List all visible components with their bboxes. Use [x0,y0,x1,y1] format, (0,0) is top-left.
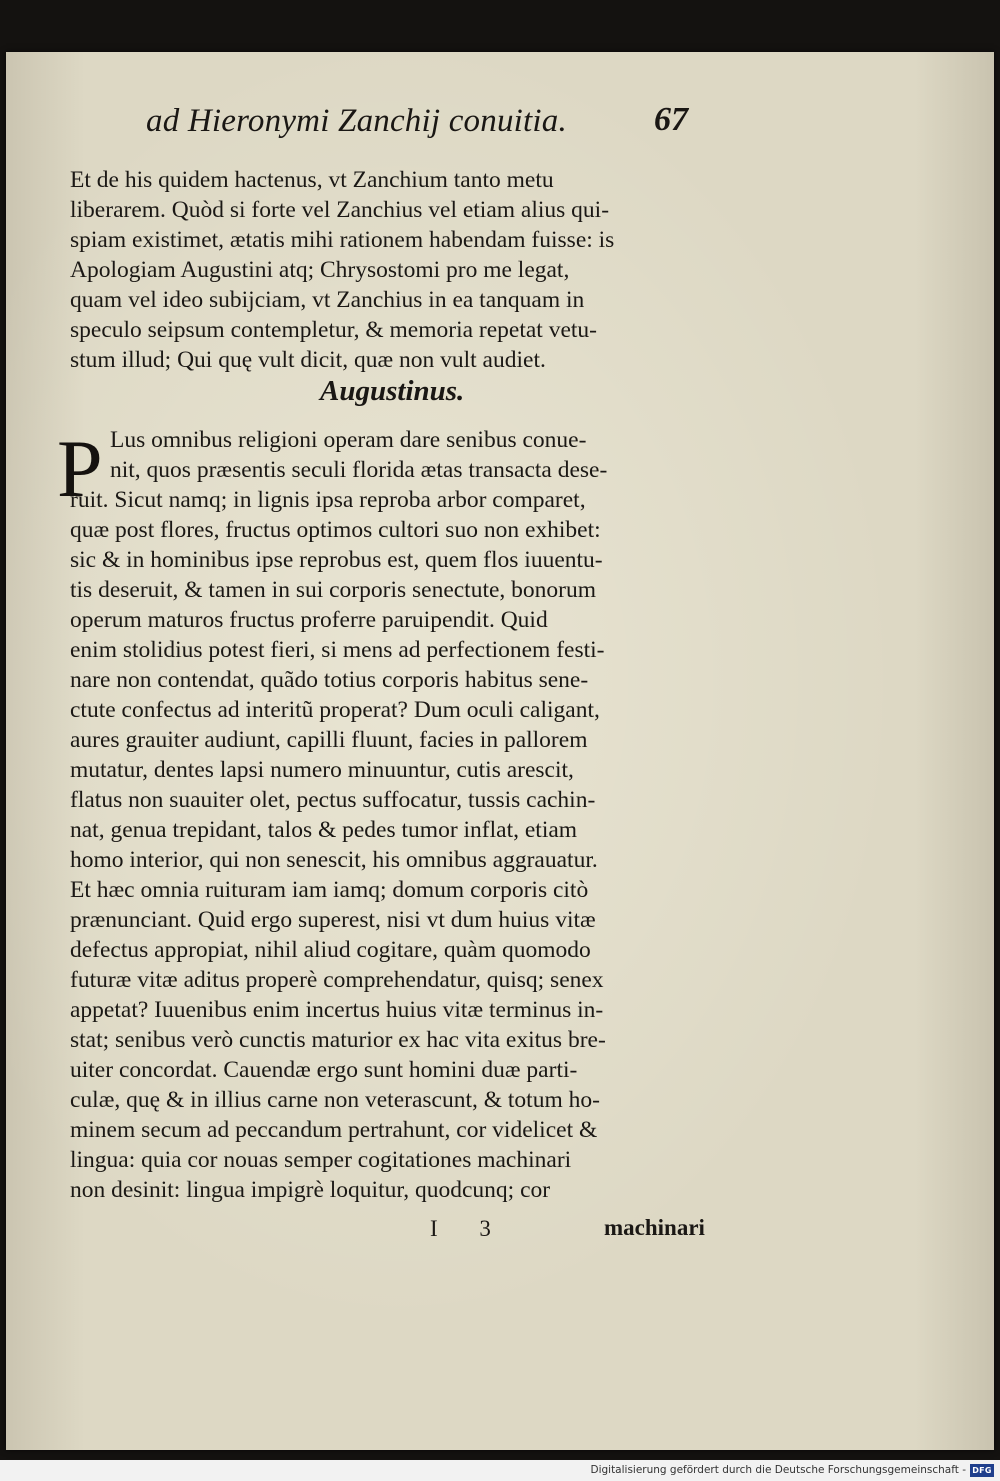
text-line: minem secum ad peccandum pertrahunt, cor videlicet & [70,1117,598,1143]
text-line: nit, quos præsentis seculi florida ætas transacta dese- [110,457,608,483]
catchword: machinari [604,1215,705,1240]
footer-bar [0,1460,1000,1481]
text-line: nat, genua trepidant, talos & pedes tumor inflat, etiam [70,817,578,843]
running-head: ad Hieronymi Zanchij conuitia. [146,103,567,139]
text-line: homo interior, qui non senescit, his omnibus aggrauatur. [70,847,598,873]
page-header [6,103,994,153]
text-line: stat; senibus verò cunctis maturior ex hac vita exitus bre- [70,1027,606,1053]
text-line: flatus non suauiter olet, pectus suffocatur, tussis cachin- [70,787,596,813]
text-line: operum maturos fructus proferre paruipendit. Quid [70,607,548,633]
text-line: enim stolidius potest fieri, si mens ad perfectionem festi- [70,637,605,663]
text-line: prænunciant. Quid ergo superest, nisi vt dum huius vitæ [70,907,596,933]
text-line: futuræ vitæ aditus properè comprehendatur, quisq; senex [70,967,604,993]
text-line: Lus omnibus religioni operam dare senibus conue- [110,427,587,453]
funding-credit: Digitalisierung gefördert durch die Deutsche Forschungsgemeinschaft - [590,1464,966,1476]
text-line: aures grauiter audiunt, capilli fluunt, facies in pallorem [70,727,588,753]
text-line: defectus appropiat, nihil aliud cogitare, quàm quomodo [70,937,591,963]
text-line: spiam existimet, ætatis mihi rationem habendam fuisse: is [70,227,615,253]
text-line: lingua: quia cor nouas semper cogitationes machinari [70,1147,572,1173]
text-line: liberarem. Quòd si forte vel Zanchius vel etiam alius qui- [70,197,610,223]
text-line: nare non contendat, quãdo totius corporis habitus sene- [70,667,589,693]
text-line: culæ, quę & in illius carne non veterascunt, & totum ho- [70,1087,600,1113]
dfg-logo: DFG [970,1464,994,1477]
text-line: speculo seipsum contempletur, & memoria repetat vetu- [70,317,597,343]
text-line: ctute confectus ad interitũ properat? Dum oculi caligant, [70,697,600,723]
text-line: sic & in hominibus ipse reprobus est, quem flos iuuentu- [70,547,603,573]
text-line: ruit. Sicut namq; in lignis ipsa reproba arbor comparet, [70,487,586,513]
section-heading: Augustinus. [320,375,465,407]
text-line: appetat? Iuuenibus enim incertus huius vitæ terminus in- [70,997,604,1023]
text-line: tis deseruit, & tamen in sui corporis senectute, bonorum [70,577,597,603]
text-line: mutatur, dentes lapsi numero minuuntur, cutis arescit, [70,757,574,783]
text-line: stum illud; Qui quę vult dicit, quæ non vult audiet. [70,347,546,373]
text-line: Et hæc omnia ruituram iam iamq; domum corporis citò [70,877,589,903]
signature-mark: I 3 [430,1216,509,1241]
book-page [6,52,994,1450]
text-line: Apologiam Augustini atq; Chrysostomi pro me legat, [70,257,570,283]
text-line: uiter concordat. Cauendæ ergo sunt homini duæ parti- [70,1057,578,1083]
text-line: Et de his quidem hactenus, vt Zanchium tanto metu [70,167,554,193]
drop-cap: P [57,423,103,514]
text-line: non desinit: lingua impigrè loquitur, quodcunq; cor [70,1177,551,1203]
text-line: quæ post flores, fructus optimos cultori suo non exhibet: [70,517,601,543]
page-number: 67 [654,101,688,138]
text-line: quam vel ideo subijciam, vt Zanchius in ea tanquam in [70,287,585,313]
